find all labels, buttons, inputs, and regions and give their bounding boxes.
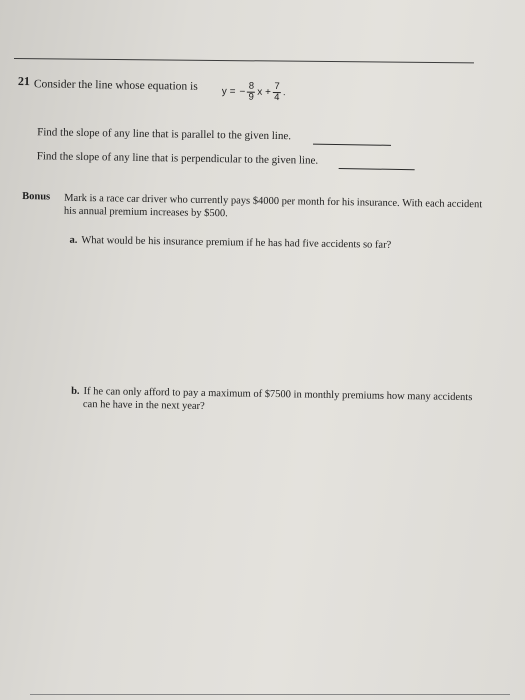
intercept-denominator: 4 — [274, 91, 280, 104]
part-a — [69, 234, 469, 253]
part-b-label: b. — [71, 385, 80, 397]
equation-lhs: y = — [221, 86, 236, 98]
perpendicular-answer-blank[interactable] — [339, 168, 415, 170]
parallel-question: Find the slope of any line that is parallel to the given line. — [37, 126, 292, 143]
slope-fraction — [247, 82, 255, 103]
slope-denominator: 9 — [248, 91, 254, 103]
equation-sign: − — [239, 86, 246, 98]
slope-numerator: 8 — [248, 80, 255, 92]
part-a-text: What would be his insurance premium if he has had five accidents so far? — [81, 234, 392, 251]
part-a-label: a. — [69, 234, 78, 246]
bottom-edge — [30, 694, 510, 695]
question-number: 21 — [17, 73, 31, 89]
part-b — [71, 385, 475, 417]
equation-variable: x + — [257, 86, 272, 98]
line-equation — [222, 81, 286, 103]
intercept-numerator: 7 — [274, 80, 280, 93]
bonus-text: Mark is a race car driver who currently pays $4000 per month for his insurance. With each accident his annual premium increases by $500. — [63, 192, 483, 220]
perpendicular-question: Find the slope of any line that is perpendicular to the given line. — [36, 150, 319, 167]
question-stem: Consider the line whose equation is — [33, 78, 198, 93]
bonus-label: Bonus — [22, 191, 51, 203]
part-b-text: If he can only afford to pay a maximum of $7500 in monthly premiums how many accidents can he have in the next year? — [82, 386, 473, 412]
equation-end: . — [282, 87, 286, 99]
parallel-answer-blank[interactable] — [313, 144, 391, 146]
intercept-fraction — [273, 82, 281, 103]
